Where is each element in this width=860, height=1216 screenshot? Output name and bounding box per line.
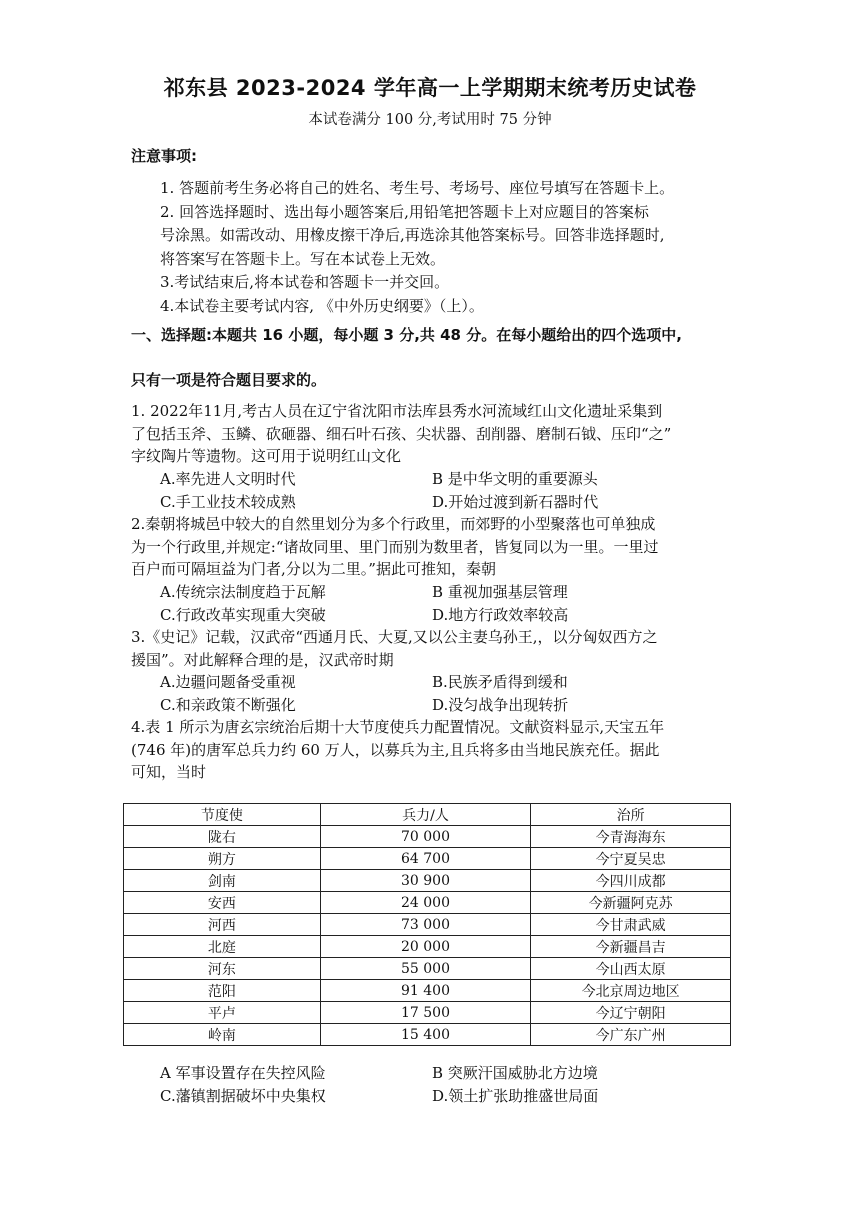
table-cell: 剑南 xyxy=(124,870,321,892)
table-row xyxy=(124,1002,731,1024)
table-cell: 陇右 xyxy=(124,826,321,848)
option-b: B 突厥汗国威胁北方边境 xyxy=(432,1064,598,1082)
exam-subtitle: 本试卷满分 100 分,考试用时 75 分钟 xyxy=(308,112,552,128)
notice-line: 4.本试卷主要考试内容, 《中外历史纲要》（上）。 xyxy=(160,296,484,315)
table-cell: 今辽宁朝阳 xyxy=(531,1002,731,1024)
notice-item xyxy=(160,201,740,272)
table-cell: 北庭 xyxy=(124,936,321,958)
option-b: B 是中华文明的重要源头 xyxy=(432,470,598,488)
notice-item xyxy=(160,177,740,201)
table-cell: 河西 xyxy=(124,914,321,936)
question-4 xyxy=(131,716,731,784)
question-4-options xyxy=(160,1062,720,1107)
table-cell: 30 900 xyxy=(320,870,531,892)
table-header-cell: 节度使 xyxy=(124,804,321,826)
table-cell: 范阳 xyxy=(124,980,321,1002)
question-2 xyxy=(131,513,731,581)
option-a: A.边疆问题备受重视 xyxy=(160,673,296,691)
option-d: D.领土扩张助推盛世局面 xyxy=(432,1086,599,1105)
table-row xyxy=(124,1024,731,1046)
option-c: C.和亲政策不断强化 xyxy=(160,695,296,714)
question-1 xyxy=(131,400,731,468)
question-line: 可知，当时 xyxy=(131,763,207,781)
question-line: 为一个行政里,并规定:“诸故同里、里门而别为数里者，皆复同以为一里。一里过 xyxy=(131,537,659,556)
table-cell: 朔方 xyxy=(124,848,321,870)
question-line: 百户而可隔垣益为门者,分以为二里。”据此可推知，秦朝 xyxy=(131,560,496,578)
question-line: 1. 2022年11月,考古人员在辽宁省沈阳市法库县秀水河流域红山文化遗址采集到 xyxy=(131,402,663,420)
question-line: 了包括玉斧、玉鳞、砍砸器、细石叶石孩、尖状器、刮削器、磨制石钺、压印“之” xyxy=(131,424,672,443)
notice-item xyxy=(160,271,740,295)
table-cell: 岭南 xyxy=(124,1024,321,1046)
option-d: D.开始过渡到新石器时代 xyxy=(432,492,599,511)
table-cell: 今新疆昌吉 xyxy=(531,936,731,958)
table-cell: 24 000 xyxy=(320,892,531,914)
notice-line: 3.考试结束后,将本试卷和答题卡一并交回。 xyxy=(160,273,450,291)
table-cell: 15 400 xyxy=(320,1024,531,1046)
table-cell: 64 700 xyxy=(320,848,531,870)
question-2-options xyxy=(160,581,720,626)
option-a: A 军事设置存在失控风险 xyxy=(160,1064,326,1082)
table-cell: 20 000 xyxy=(320,936,531,958)
table-row xyxy=(124,848,731,870)
notice-line: 号涂黑。如需改动、用橡皮擦干净后,再选涂其他答案标号。回答非选择题时, xyxy=(160,226,665,244)
table-row xyxy=(124,958,731,980)
option-d: D.地方行政效率较高 xyxy=(432,605,569,624)
table-row xyxy=(124,870,731,892)
notice-line: 2. 回答选择题时、选出每小题答案后,用铅笔把答题卡上对应题目的答案标 xyxy=(160,202,649,221)
table-1 xyxy=(123,803,731,1046)
question-line: 援国”。对此解释合理的是，汉武帝时期 xyxy=(131,650,394,669)
table-cell: 73 000 xyxy=(320,914,531,936)
option-c: C.行政改革实现重大突破 xyxy=(160,605,326,624)
table-cell: 今四川成都 xyxy=(531,870,731,892)
table-header-cell: 治所 xyxy=(531,804,731,826)
table-cell: 今广东广州 xyxy=(531,1024,731,1046)
notice-heading: 注意事项: xyxy=(131,147,197,165)
table-cell: 今宁夏吴忠 xyxy=(531,848,731,870)
table-cell: 70 000 xyxy=(320,826,531,848)
question-3-options xyxy=(160,671,720,716)
table-cell: 55 000 xyxy=(320,958,531,980)
table-row xyxy=(124,936,731,958)
table-cell: 今青海海东 xyxy=(531,826,731,848)
question-line: 字纹陶片等遗物。这可用于说明红山文化 xyxy=(131,447,402,465)
table-cell: 今山西太原 xyxy=(531,958,731,980)
exam-title: 祁东县 2023-2024 学年高一上学期期末统考历史试卷 xyxy=(163,76,697,100)
question-line: 4.表 1 所示为唐玄宗统治后期十大节度使兵力配置情况。文献资料显示,天宝五年 xyxy=(131,718,665,736)
table-cell: 今北京周边地区 xyxy=(531,980,731,1002)
section-heading-line1: 一、选择题:本题共 16 小题，每小题 3 分,共 48 分。在每小题给出的四个选项中, xyxy=(131,326,682,344)
question-line: (746 年)的唐军总兵力约 60 万人，以募兵为主,且兵将多由当地民族充任。据此 xyxy=(131,740,660,759)
option-a: A.传统宗法制度趋于瓦解 xyxy=(160,583,326,601)
table-cell: 河东 xyxy=(124,958,321,980)
table-row xyxy=(124,980,731,1002)
question-1-options xyxy=(160,468,720,513)
notice-line: 将答案写在答题卡上。写在本试卷上无效。 xyxy=(160,249,446,268)
option-a: A.率先进人文明时代 xyxy=(160,470,296,488)
notice-list xyxy=(160,177,740,318)
table-cell: 今新疆阿克苏 xyxy=(531,892,731,914)
table-header-row xyxy=(124,804,731,826)
question-line: 2.秦朝将城邑中较大的自然里划分为多个行政里，而郊野的小型聚落也可单独成 xyxy=(131,515,656,533)
table-cell: 今甘肃武威 xyxy=(531,914,731,936)
option-b: B.民族矛盾得到缓和 xyxy=(432,673,568,691)
option-b: B 重视加强基层管理 xyxy=(432,583,568,601)
option-c: C.手工业技术较成熟 xyxy=(160,492,296,511)
table-cell: 91 400 xyxy=(320,980,531,1002)
table-cell: 安西 xyxy=(124,892,321,914)
option-c: C.藩镇割据破坏中央集权 xyxy=(160,1086,326,1105)
notice-item xyxy=(160,295,740,319)
table-header-cell: 兵力/人 xyxy=(320,804,531,826)
section-heading-line2: 只有一项是符合题目要求的。 xyxy=(131,371,327,389)
table-row xyxy=(124,892,731,914)
table-cell: 17 500 xyxy=(320,1002,531,1024)
question-line: 3.《史记》记载，汉武帝“西通月氏、大夏,又以公主妻乌孙王,，以分匈奴西方之 xyxy=(131,628,658,646)
table-row xyxy=(124,826,731,848)
table-row xyxy=(124,914,731,936)
option-d: D.没匀战争出现转折 xyxy=(432,695,569,714)
question-3 xyxy=(131,626,731,671)
table-cell: 平卢 xyxy=(124,1002,321,1024)
notice-line: 1. 答题前考生务必将自己的姓名、考生号、考场号、座位号填写在答题卡上。 xyxy=(160,179,675,197)
